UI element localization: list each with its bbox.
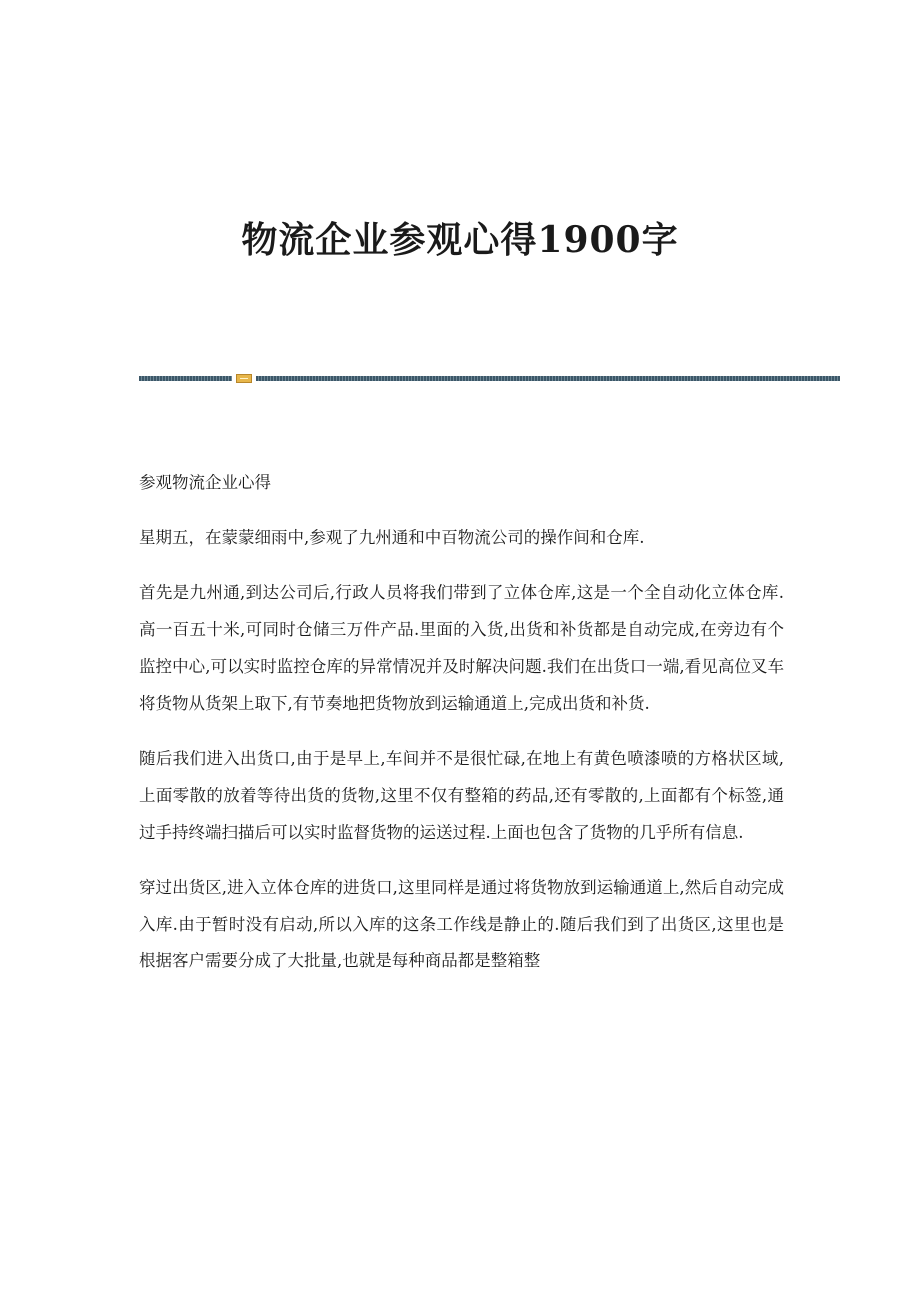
divider-bar-left (139, 376, 232, 381)
divider-ornament-icon (236, 374, 252, 383)
title-divider (139, 374, 840, 383)
document-body (139, 465, 784, 999)
page-title: 物流企业参观心得1900字 (241, 219, 679, 261)
paragraph: 星期五，在蒙蒙细雨中,参观了九州通和中百物流公司的操作间和仓库. (139, 528, 645, 548)
section-heading: 参观物流企业心得 (139, 473, 271, 492)
paragraph: 随后我们进入出货口,由于是早上,车间并不是很忙碌,在地上有黄色喷漆喷的方格状区域,上面零散的放着等待出货的货物,这里不仅有整箱的药品,还有零散的,上面都有个标签,通过手持终端扫描后可以实时监督货物的运送过程.上面也包含了货物的几乎所有信息. (139, 748, 784, 842)
paragraph: 首先是九州通,到达公司后,行政人员将我们带到了立体仓库,这是一个全自动化立体仓库.高一百五十米,可同时仓储三万件产品.里面的入货,出货和补货都是自动完成,在旁边有个监控中心,可以实时监控仓库的异常情况并及时解决问题.我们在出货口一端,看见高位叉车将货物从货架上取下,有节奏地把货物放到运输通道上,完成出货和补货. (139, 583, 784, 713)
divider-bar-right (256, 376, 840, 381)
paragraph: 穿过出货区,进入立体仓库的进货口,这里同样是通过将货物放到运输通道上,然后自动完成入库.由于暂时没有启动,所以入库的这条工作线是静止的.随后我们到了出货区,这里也是根据客户需要分成了大批量,也就是每种商品都是整箱整 (139, 877, 784, 971)
